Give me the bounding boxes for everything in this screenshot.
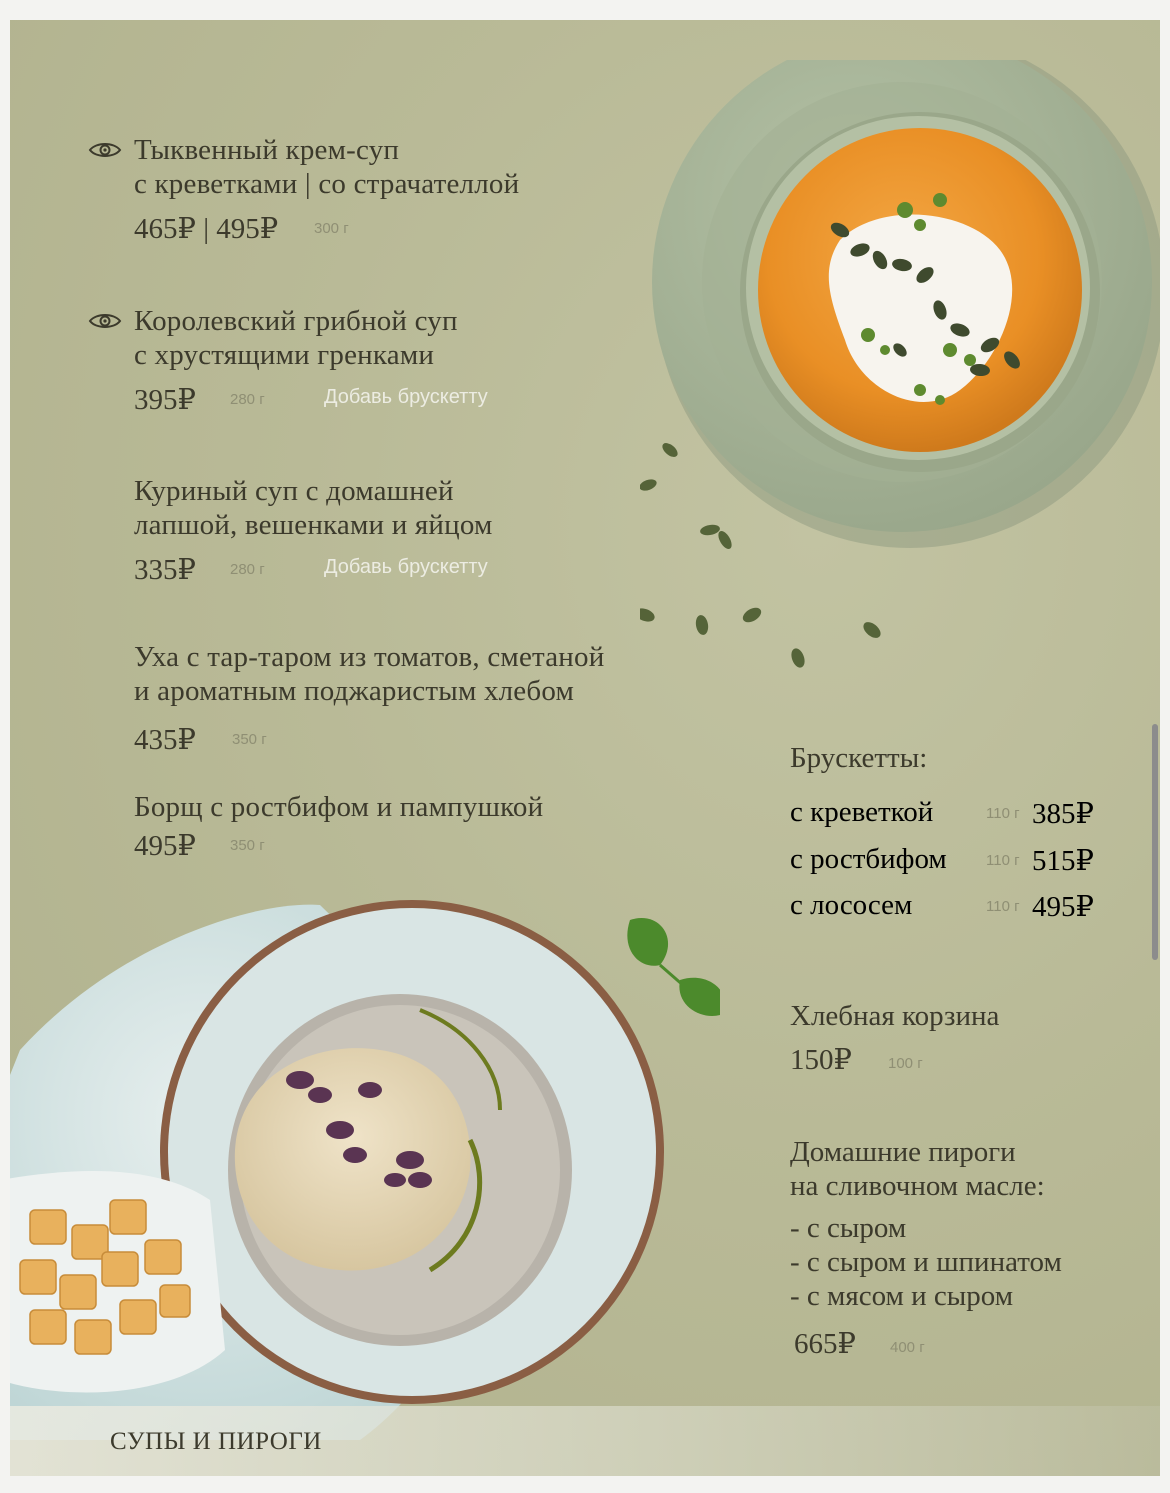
bread-basket-price: 150₽: [790, 1044, 852, 1076]
bruschetta-label: с креветкой: [790, 796, 934, 828]
bruschetta-price: 385₽: [1032, 798, 1094, 830]
bruschetta-weight: 110 г: [986, 852, 1020, 869]
dish-price: 335₽: [134, 554, 196, 586]
bruschetta-price: 515₽: [1032, 845, 1094, 877]
dish-pumpkin-soup: [134, 133, 654, 251]
dish-price: 395₽: [134, 384, 196, 416]
bruschetta-label: с лососем: [790, 889, 913, 921]
bruschetta-item: [790, 843, 1110, 883]
dish-weight: 280 г: [230, 391, 265, 408]
mushroom-soup-photo: [10, 880, 720, 1440]
menu-page: [10, 20, 1160, 1476]
dish-name-line1: Уха с тар-таром из томатов, сметаной: [134, 641, 605, 673]
bruschetta-item: [790, 889, 1110, 929]
dish-price: 435₽: [134, 724, 196, 756]
dish-weight: 280 г: [230, 561, 265, 578]
dish-price: 465₽ | 495₽: [134, 213, 279, 245]
dish-weight: 350 г: [230, 837, 265, 854]
dish-name-line2: лапшой, вешенками и яйцом: [134, 509, 493, 541]
scrollbar-thumb[interactable]: [1152, 724, 1158, 960]
pies-title-line2: на сливочном масле:: [790, 1170, 1045, 1202]
bread-basket-title: Хлебная корзина: [790, 1000, 1000, 1032]
eye-icon: [88, 140, 122, 160]
add-bruschetta-link[interactable]: Добавь брускетту: [324, 556, 488, 578]
footer-bar: [10, 1406, 1160, 1476]
pies-title-line1: Домашние пироги: [790, 1136, 1016, 1168]
dish-borscht: [134, 790, 654, 868]
bruschetta-item: [790, 796, 1110, 836]
pies-weight: 400 г: [890, 1339, 925, 1356]
bruschetta-label: с ростбифом: [790, 843, 947, 875]
pies-option: - с сыром: [790, 1212, 907, 1244]
eye-icon: [88, 311, 122, 331]
dish-name-line1: Королевский грибной суп: [134, 305, 458, 337]
dish-name-line2: и ароматным поджаристым хлебом: [134, 675, 575, 707]
bruschetta-price: 495₽: [1032, 891, 1094, 923]
pies-option: - с мясом и сыром: [790, 1280, 1014, 1312]
add-bruschetta-link[interactable]: Добавь брускетту: [324, 386, 488, 408]
section-title: СУПЫ И ПИРОГИ: [110, 1428, 322, 1455]
pumpkin-soup-photo: [640, 60, 1160, 680]
dish-name-line1: Тыквенный крем-суп: [134, 134, 400, 166]
dish-weight: 300 г: [314, 220, 349, 237]
dish-price: 495₽: [134, 830, 196, 862]
dish-name-line2: с хрустящими гренками: [134, 339, 435, 371]
dish-weight: 350 г: [232, 731, 267, 748]
pies-price: 665₽: [794, 1328, 856, 1360]
bruschetta-weight: 110 г: [986, 898, 1020, 915]
dish-name-line1: Борщ с ростбифом и пампушкой: [134, 791, 544, 823]
dish-royal-mushroom-soup: [134, 304, 654, 422]
dish-chicken-soup: [134, 474, 654, 592]
bruschetta-title: Брускетты:: [790, 742, 928, 774]
pies-option: - с сыром и шпинатом: [790, 1246, 1062, 1278]
bread-basket-weight: 100 г: [888, 1055, 923, 1072]
dish-fish-soup: [134, 640, 694, 762]
dish-name-line2: с креветками | со страчателлой: [134, 168, 520, 200]
bruschetta-weight: 110 г: [986, 805, 1020, 822]
dish-name-line1: Куриный суп с домашней: [134, 475, 454, 507]
